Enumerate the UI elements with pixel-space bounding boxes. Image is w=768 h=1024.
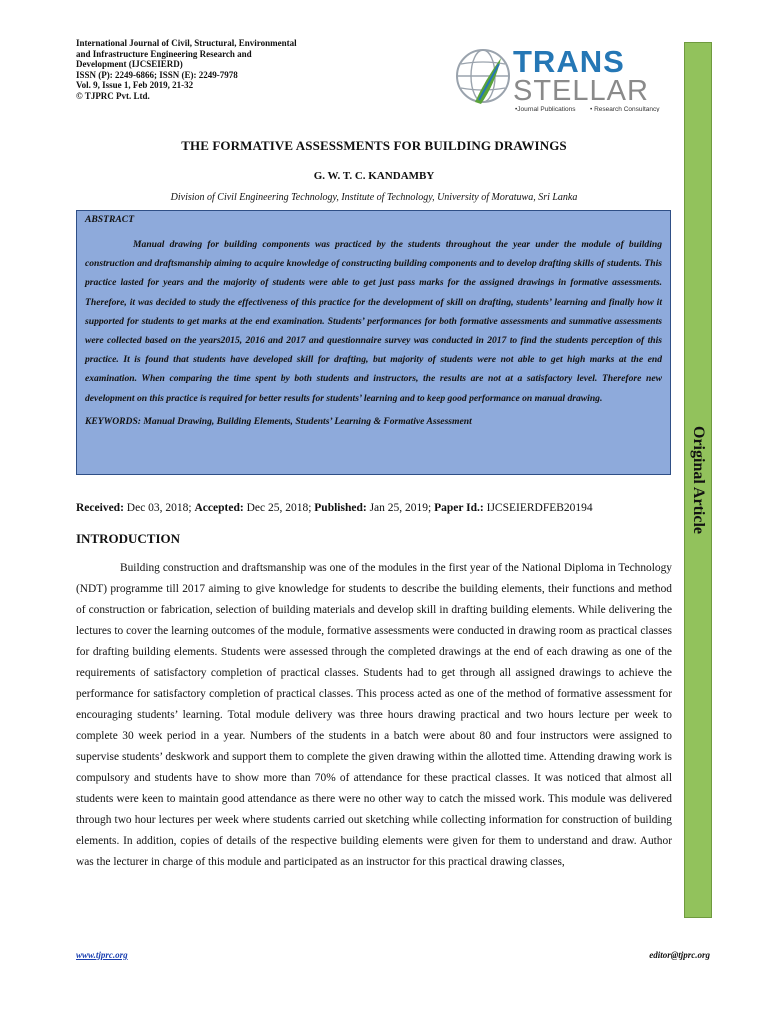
abstract-heading: ABSTRACT bbox=[85, 214, 135, 225]
abstract-box bbox=[76, 210, 671, 475]
abstract-keywords: KEYWORDS: Manual Drawing, Building Elements, Students’ Learning & Formative Assessment bbox=[85, 415, 472, 427]
accepted-label: Accepted: bbox=[194, 502, 244, 514]
journal-line: Vol. 9, Issue 1, Feb 2019, 21-32 bbox=[76, 80, 194, 90]
transstellar-logo bbox=[455, 40, 680, 112]
globe-logo-icon bbox=[455, 40, 680, 112]
introduction-text: Building construction and draftsmanship was one of the modules in the first year of the National Diploma in Technology (NDT) programme till 2017 aiming to give knowledge for students to describe the building elements, their functions and method of construction or fabrication, selection of building materials and develop skill in drafting building elements. While delivering the lectures to cover the learning outcomes of the module, formative assessments were conducted in drawing room as practical classes for drafting building elements. Students were assessed through the completed drawings at the end of each drawing as one of the requirements of satisfactory completion of practical classes. Students had to get through all assigned drawings to achieve the performance for satisfactory completion of practical classes. This process acted as one of the method of formative assessment for encouraging students’ learning. Total module delivery was three hours drawing practical and two hours lecture per week to complete 30 week period in a year. Numbers of the students in a batch were about 80 and four instructors were assigned to supervise students’ deskwork and support them to complete the given drawing within the allotted time. Attending drawing work is compulsory and students have to show more than 70% of attendance for these practical classes. It was noticed that almost all students were keen to maintain good attendance as there were no other way to catch the missed work. This module was delivered through two hour lectures per week where students carried out sketching while collecting information for construction of building elements. In addition, copies of details of the respective building elements were given for them to understand and draw. Author was the lecturer in charge of this module and participated as an instructor for this practical drawing classes, bbox=[76, 562, 672, 868]
paper-id-label: Paper Id.: bbox=[434, 502, 484, 514]
logo-word-stellar: STELLAR bbox=[513, 75, 649, 107]
received-date: Dec 03, 2018; bbox=[123, 502, 195, 514]
publication-dates bbox=[76, 502, 676, 514]
logo-word-trans: TRANS bbox=[513, 44, 625, 79]
paper-id: IJCSEIERDFEB20194 bbox=[483, 502, 593, 514]
logo-tag-consultancy: • Research Consultancy bbox=[590, 106, 660, 112]
section-heading-introduction: INTRODUCTION bbox=[76, 531, 181, 546]
published-label: Published: bbox=[314, 502, 367, 514]
journal-line: © TJPRC Pvt. Ltd. bbox=[76, 90, 150, 101]
published-date: Jan 25, 2019; bbox=[366, 502, 435, 514]
received-label: Received: bbox=[76, 502, 124, 514]
website-link[interactable]: www.tjprc.org bbox=[76, 950, 128, 960]
journal-line: and Infrastructure Engineering Research and bbox=[76, 48, 252, 59]
journal-line: International Journal of Civil, Structural, Environmental bbox=[76, 38, 297, 48]
journal-line: Development (IJCSEIERD) bbox=[76, 59, 183, 69]
journal-info bbox=[76, 38, 346, 101]
paper-title: THE FORMATIVE ASSESSMENTS FOR BUILDING DRAWINGS bbox=[181, 138, 567, 153]
author-name: G. W. T. C. KANDAMBY bbox=[313, 170, 435, 182]
editor-email: editor@tjprc.org bbox=[649, 950, 710, 960]
accepted-date: Dec 25, 2018; bbox=[243, 502, 315, 514]
author-affiliation: Division of Civil Engineering Technology, Institute of Technology, University of Moratuwa, Sri Lanka bbox=[170, 192, 578, 203]
article-type-label: Original Article bbox=[690, 426, 707, 534]
journal-line: ISSN (P): 2249-6866; ISSN (E): 2249-7978 bbox=[76, 69, 238, 80]
abstract-text: Manual drawing for building components was practiced by the students throughout the year under the module of building construction and draftsmanship aiming to acquire knowledge of constructing building components and to develop drafting skills of students. This practice lasted for years and the majority of students were able to get just pass marks for the assigned drawings in formative assessments. Therefore, it was decided to study the effectiveness of this practice for the development of skill on drafting, students’ learning and finally how it supported for students to get marks at the end examination. Students’ performances for both formative assessments and summative assessments were collected based on the years2015, 2016 and 2017 and questionnaire survey was conducted in 2017 to find the students perception of this practice. It is found that students have developed skill for drafting, but majority of students were not able to get high marks at the end examination. When comparing the time spent by both students and instructors, the results are not at a satisfactory level. Therefore new development on this practice is required for better results for students’ learning and to keep good performance on manual drawing. bbox=[85, 239, 662, 404]
logo-tag-publications: •Journal Publications bbox=[515, 106, 576, 112]
